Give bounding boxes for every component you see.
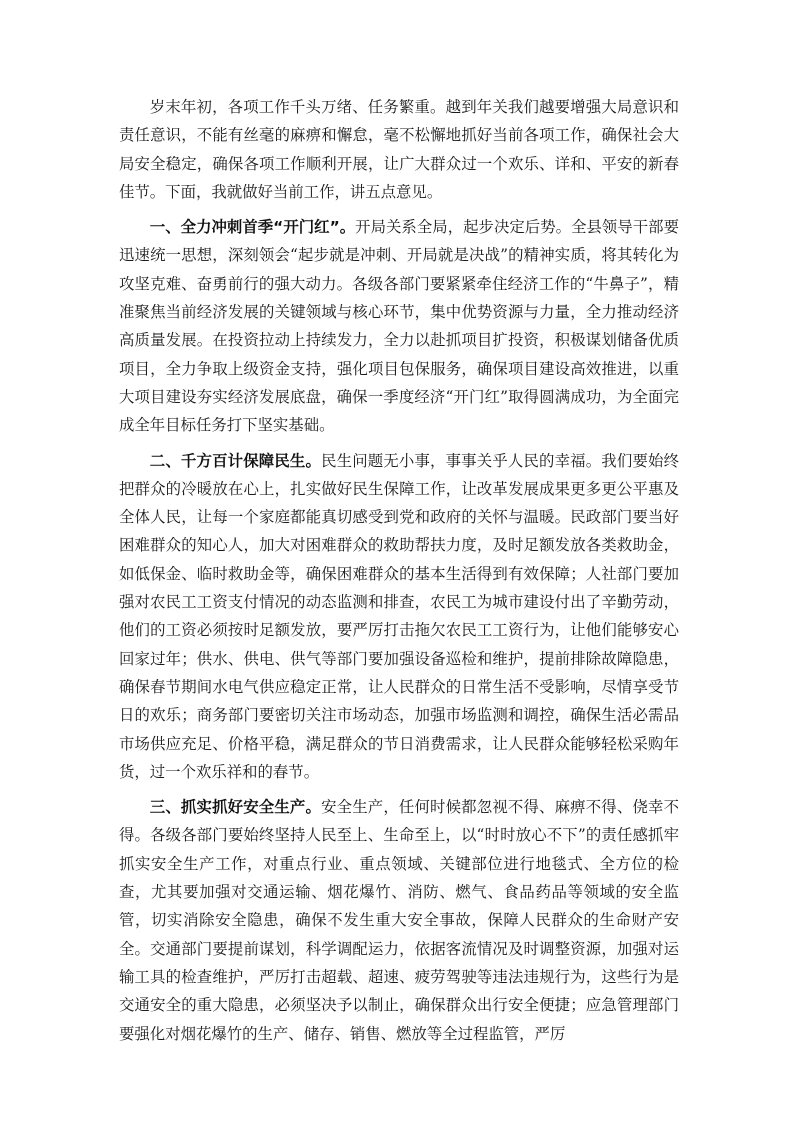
section-1-heading: 一、全力冲刺首季“开门红”。 (149, 218, 356, 237)
section-2-heading: 二、千方百计保障民生。 (149, 451, 322, 470)
intro-paragraph-text: 岁末年初，各项工作千头万绪、任务繁重。越到年关我们越要增强大局意识和责任意识，不能有丝毫的麻痹和懈怠，毫不松懈地抓好当前各项工作，确保社会大局安全稳定，确保各项工作顺利开展，让广大群众过一个欢乐、详和、平安的新春佳节。下面，我就做好当前工作，讲五点意见。 (119, 98, 679, 201)
section-2-text: 民生问题无小事，事事关乎人民的幸福。我们要始终把群众的冷暖放在心上，扎实做好民生保障工作，让改革发展成果更多更公平惠及全体人民，让每一个家庭都能真切感受到党和政府的关怀与温暖。民政部门要当好困难群众的知心人，加大对困难群众的救助帮扶力度，及时足额发放各类救助金，如低保金、临时救助金等，确保困难群众的基本生活得到有效保障；人社部门要加强对农民工工资支付情况的动态监测和排查，农民工为城市建设付出了辛勤劳动，他们的工资必须按时足额发放，要严厉打击拖欠农民工工资行为，让他们能够安心回家过年；供水、供电、供气等部门要加强设备巡检和维护，提前排除故障隐患，确保春节期间水电气供应稳定正常，让人民群众的日常生活不受影响，尽情享受节日的欢乐；商务部门要密切关注市场动态，加强市场监测和调控，确保生活必需品市场供应充足、价格平稳，满足群众的节日消费需求，让人民群众能够轻松采购年货，过一个欢乐祥和的春节。 (119, 451, 679, 781)
section-3-heading: 三、抓实抓好安全生产。 (149, 798, 322, 817)
section-1-text: 开局关系全局，起步决定后势。全县领导干部要迅速统一思想，深刻领会“起步就是冲刺、开局就是决战”的精神实质，将其转化为攻坚克难、奋勇前行的强大动力。各级各部门要紧紧牵住经济工作的“牛鼻子”，精准聚焦当前经济发展的关键领域与核心环节，集中优势资源与力量，全力推动经济高质量发展。在投资拉动上持续发力，全力以赴抓项目扩投资，积极谋划储备优质项目，全力争取上级资金支持，强化项目包保服务，确保项目建设高效推进，以重大项目建设夯实经济发展底盘，确保一季度经济“开门红”取得圆满成功，为全面完成全年目标任务打下坚实基础。 (119, 218, 679, 435)
intro-paragraph (119, 93, 679, 206)
section-3-text: 安全生产，任何时候都忽视不得、麻痹不得、侥幸不得。各级各部门要始终坚持人民至上、生命至上，以“时时放心不下”的责任感抓牢抓实安全生产工作，对重点行业、重点领域、关键部位进行地毯式、全方位的检查，尤其要加强对交通运输、烟花爆竹、消防、燃气、食品药品等领域的安全监管，切实消除安全隐患，确保不发生重大安全事故，保障人民群众的生命财产安全。交通部门要提前谋划，科学调配运力，依据客流情况及时调整资源，加强对运输工具的检查维护，严厉打击超载、超速、疲劳驾驶等违法违规行为，这些行为是交通安全的重大隐患，必须坚决予以制止，确保群众出行安全便捷；应急管理部门要强化对烟花爆竹的生产、储存、销售、燃放等全过程监管，严厉 (119, 798, 679, 1043)
section-3-paragraph (119, 793, 679, 1048)
document-body (119, 93, 679, 1055)
section-2-paragraph (119, 447, 679, 787)
section-1-paragraph (119, 213, 679, 439)
